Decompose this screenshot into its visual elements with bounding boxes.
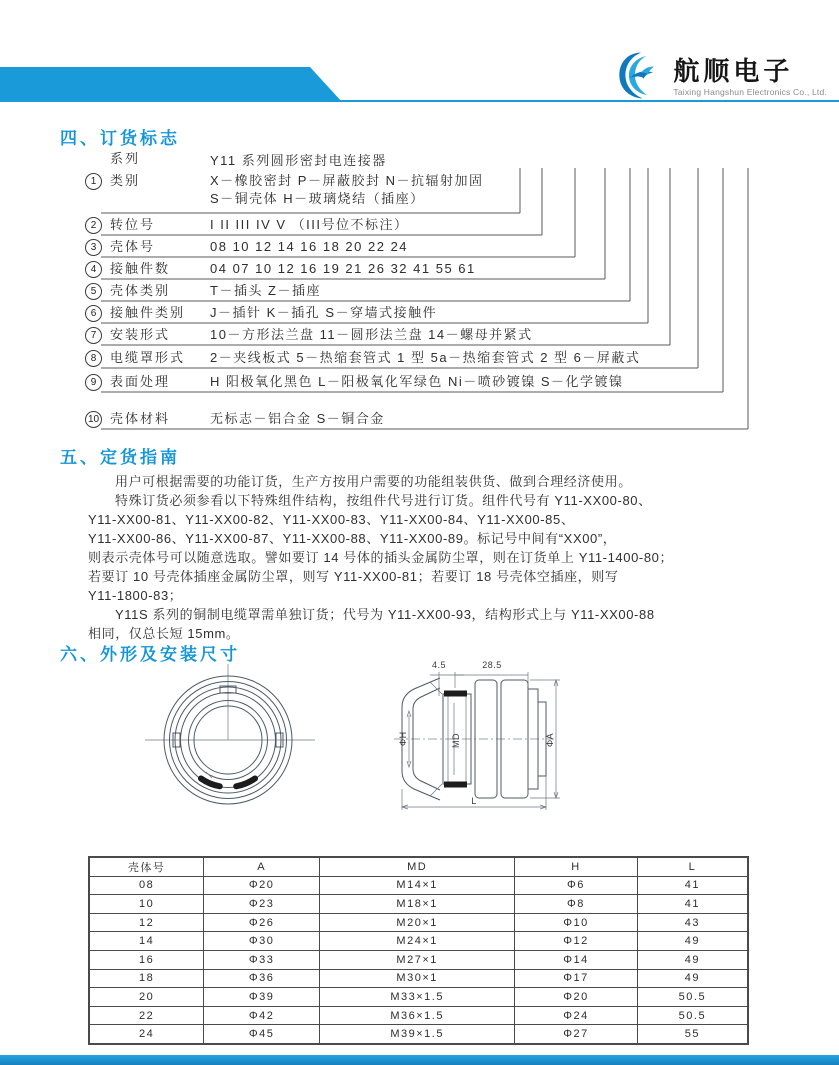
company-name-cn: 航顺电子 (673, 55, 794, 86)
table-cell: 20 (89, 988, 204, 1007)
ordering-code-diagram (85, 150, 795, 446)
guide-text-line: Y11S 系列的铜制电缆罩需单独订货；代号为 Y11-XX00-93，结构形式上与 Y11-XX00-88 (115, 607, 655, 622)
ordering-row-number: 7 (85, 327, 102, 344)
table-cell: 41 (637, 876, 748, 895)
ordering-row-label: 表面处理 (110, 374, 171, 389)
table-cell: 18 (89, 969, 204, 988)
table-cell: Φ23 (204, 895, 320, 914)
dim-phi-h: ΦH (398, 731, 408, 746)
ordering-row-9 (85, 373, 624, 391)
footer-band (0, 1055, 839, 1065)
table-header-cell: 壳体号 (89, 857, 204, 876)
table-cell: Φ20 (515, 988, 638, 1007)
table-cell: 08 (89, 876, 204, 895)
ordering-row-number: 8 (85, 350, 102, 367)
ordering-row-options: X－橡胶密封 P－屏蔽胶封 N－抗辐射加固 S－铜壳体 H－玻璃烧结（插座） (210, 173, 484, 206)
logo-swoosh-bird-icon (615, 50, 667, 102)
ordering-row-options: 10－方形法兰盘 11－圆形法兰盘 14－螺母并紧式 (210, 327, 533, 342)
connector-front-view-drawing (140, 662, 320, 832)
table-cell: M24×1 (320, 932, 515, 951)
table-cell: 43 (637, 913, 748, 932)
company-name-en: Taixing Hangshun Electronics Co., Ltd. (673, 86, 827, 97)
guide-text-line: 用户可根据需要的功能订货，生产方按用户需要的功能组装供货、做到合理经济使用。 (115, 474, 632, 489)
table-cell: 24 (89, 1025, 204, 1044)
ordering-row-label: 类别 (110, 173, 141, 188)
table-header-cell: H (515, 857, 638, 876)
ordering-row-3 (85, 238, 408, 256)
ordering-row-2 (85, 216, 409, 234)
ordering-row-label: 壳体类别 (110, 283, 171, 298)
table-row (89, 969, 748, 988)
guide-text-line: 特殊订货必须参看以下特殊组件结构，按组件代号进行订货。组件代号有 Y11-XX00-80、 (115, 493, 652, 508)
dimensions-table (88, 856, 749, 1045)
table-cell: 49 (637, 932, 748, 951)
table-cell: 10 (89, 895, 204, 914)
ordering-row-options: 2－夹线板式 5－热缩套管式 1 型 5a－热缩套管式 2 型 6－屏蔽式 (210, 350, 641, 365)
table-header-cell: MD (320, 857, 515, 876)
ordering-row-10 (85, 410, 385, 428)
ordering-row-6 (85, 304, 437, 322)
ordering-row-number: 6 (85, 305, 102, 322)
dim-28-5: 28.5 (482, 660, 502, 670)
ordering-row-label: 壳体材料 (110, 411, 171, 426)
guide-text-line: 若要订 10 号壳体插座金属防尘罩，则写 Y11-XX00-81；若要订 18 号壳体空插座，则写 (88, 569, 619, 584)
table-cell: 41 (637, 895, 748, 914)
company-logo (615, 50, 827, 102)
table-cell: Φ36 (204, 969, 320, 988)
table-cell: Φ17 (515, 969, 638, 988)
ordering-row-number: 1 (85, 173, 102, 190)
series-value: Y11 系列圆形密封电连接器 (210, 153, 387, 168)
table-cell: Φ10 (515, 913, 638, 932)
ordering-row-label: 安装形式 (110, 327, 171, 342)
table-row (89, 950, 748, 969)
table-cell: Φ27 (515, 1025, 638, 1044)
ordering-row-options: I II III IV V （III号位不标注） (210, 217, 409, 232)
table-cell: Φ42 (204, 1006, 320, 1025)
table-row (89, 895, 748, 914)
ordering-row-label: 接触件类别 (110, 305, 186, 320)
table-cell: M33×1.5 (320, 988, 515, 1007)
table-cell: M20×1 (320, 913, 515, 932)
table-cell: 50.5 (637, 1006, 748, 1025)
logo-text (673, 56, 827, 97)
table-cell: M39×1.5 (320, 1025, 515, 1044)
table-cell: Φ24 (515, 1006, 638, 1025)
ordering-row-series (85, 150, 387, 169)
table-cell: M30×1 (320, 969, 515, 988)
ordering-row-4 (85, 260, 476, 278)
guide-text-line: Y11-1800-83； (88, 588, 183, 603)
guide-text-line: Y11-XX00-81、Y11-XX00-82、Y11-XX00-83、Y11-XX00-84、Y11-XX00-85、 (88, 512, 575, 527)
ordering-row-number: 2 (85, 217, 102, 234)
ordering-row-number: 4 (85, 261, 102, 278)
table-cell: Φ30 (204, 932, 320, 951)
section-title-ordering-guide: 五、定货指南 (60, 448, 180, 467)
table-cell: Φ20 (204, 876, 320, 895)
ordering-row-options: T－插头 Z－插座 (210, 283, 321, 298)
table-cell: M27×1 (320, 950, 515, 969)
ordering-row-8 (85, 349, 640, 367)
dim-md: MD (451, 733, 461, 748)
table-cell: 14 (89, 932, 204, 951)
dimension-lines (398, 660, 560, 810)
dim-phi-a: ΦA (545, 732, 555, 747)
ordering-row-options: 04 07 10 12 16 19 21 26 32 41 55 61 (210, 261, 476, 276)
table-cell: 22 (89, 1006, 204, 1025)
table-cell: Φ14 (515, 950, 638, 969)
page-title: Y11 系列电连接器 (64, 6, 253, 29)
ordering-row-options: 08 10 12 14 16 18 20 22 24 (210, 239, 409, 254)
guide-text-line: 则表示壳体号可以随意选取。譬如要订 14 号体的插头金属防尘罩，则在订货单上 Y11-1400-80； (88, 550, 674, 565)
ordering-row-options: J－插针 K－插孔 S－穿墙式接触件 (210, 305, 438, 320)
table-row (89, 913, 748, 932)
dim-4-5: 4.5 (431, 660, 447, 670)
table-cell: Φ26 (204, 913, 320, 932)
table-cell: M18×1 (320, 895, 515, 914)
table-header-cell: L (637, 857, 748, 876)
table-header-cell: A (204, 857, 320, 876)
table-cell: Φ6 (515, 876, 638, 895)
ordering-row-label: 电缆罩形式 (110, 350, 186, 365)
ordering-row-7 (85, 326, 533, 344)
table-row (89, 1006, 748, 1025)
table-cell: Φ39 (204, 988, 320, 1007)
table-cell: 55 (637, 1025, 748, 1044)
table-cell: 12 (89, 913, 204, 932)
guide-text-line: 相同，仅总长短 15mm。 (88, 626, 240, 641)
ordering-row-number: 10 (85, 411, 102, 428)
guide-text-line: Y11-XX00-86、Y11-XX00-87、Y11-XX00-88、Y11-XX00-89。标记号中间有“XX00”， (88, 531, 617, 546)
table-cell: M14×1 (320, 876, 515, 895)
section-title-dimensions: 六、外形及安装尺寸 (60, 645, 240, 664)
ordering-row-1 (85, 172, 483, 208)
ordering-row-label: 转位号 (110, 217, 156, 232)
table-cell: 16 (89, 950, 204, 969)
table-row (89, 932, 748, 951)
table-row (89, 876, 748, 895)
table-cell: Φ12 (515, 932, 638, 951)
connector-side-view-drawing (380, 658, 575, 818)
table-cell: Φ45 (204, 1025, 320, 1044)
ordering-row-number: 9 (85, 374, 102, 391)
ordering-row-label: 接触件数 (110, 261, 171, 276)
dim-l: L (471, 796, 477, 806)
table-header-row (89, 857, 748, 876)
ordering-row-options: 无标志－铝合金 S－铜合金 (210, 411, 385, 426)
table-cell: Φ8 (515, 895, 638, 914)
ordering-row-number: 5 (85, 283, 102, 300)
table-cell: 49 (637, 950, 748, 969)
title-banner (0, 67, 342, 102)
ordering-row-options: H 阳极氧化黑色 L－阳极氧化军绿色 Ni－喷砂镀镍 S－化学镀镍 (210, 374, 624, 389)
ordering-row-label: 壳体号 (110, 239, 156, 254)
table-row (89, 988, 748, 1007)
table-cell: 50.5 (637, 988, 748, 1007)
ordering-row-number-spacer (85, 151, 102, 168)
ordering-guide-text (88, 472, 780, 643)
section-title-ordering-marks: 四、订货标志 (60, 129, 180, 148)
ordering-row-5 (85, 282, 321, 300)
table-row (89, 1025, 748, 1044)
table-cell: Φ33 (204, 950, 320, 969)
table-cell: M36×1.5 (320, 1006, 515, 1025)
ordering-row-number: 3 (85, 239, 102, 256)
table-cell: 49 (637, 969, 748, 988)
series-label: 系列 (110, 151, 141, 166)
